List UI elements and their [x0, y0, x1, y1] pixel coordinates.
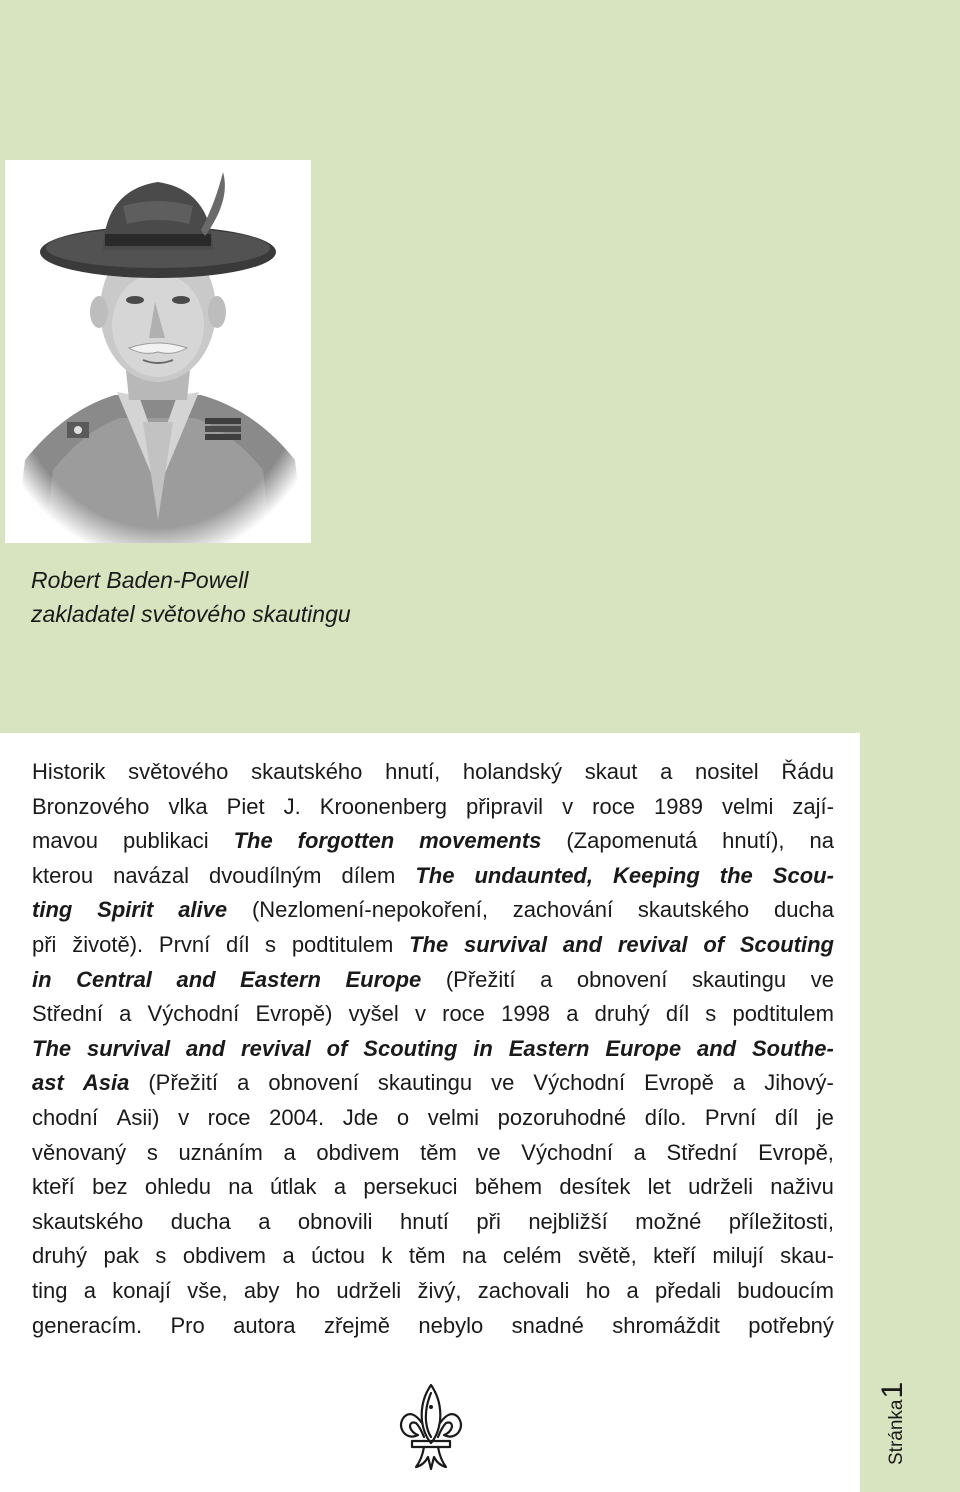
title-word: forgotten: [297, 828, 395, 854]
text-panel: [0, 733, 860, 1492]
title-word: of: [326, 1035, 348, 1061]
text-word: na: [461, 1243, 487, 1269]
title-word: and: [186, 1035, 226, 1061]
text-word: díl: [665, 1001, 690, 1027]
text-word: zají-: [792, 793, 834, 819]
text-word: publikaci: [123, 828, 209, 854]
text-word: navázal: [113, 862, 189, 888]
text-word: živý,: [417, 1277, 462, 1303]
text-word: v: [562, 793, 574, 819]
text-word: a: [540, 966, 553, 992]
text-word: a: [333, 1174, 347, 1200]
text-word: o: [396, 1104, 410, 1130]
title-word: Scouting: [739, 931, 834, 957]
text-word: hnutí,: [385, 759, 441, 784]
title-word: The: [32, 1035, 72, 1061]
title-word: Europe: [345, 966, 422, 992]
caption-name: Robert Baden-Powell: [31, 567, 249, 593]
text-line: [32, 1170, 834, 1205]
text-word: udrželi: [336, 1277, 402, 1303]
text-word: ve: [491, 1070, 515, 1096]
text-word: a: [83, 1277, 96, 1303]
text-word: obdivem: [316, 1139, 400, 1165]
title-word: revival: [617, 931, 688, 957]
text-word: Evropě,: [758, 1139, 834, 1165]
text-word: 2004.: [269, 1104, 325, 1130]
text-word: těm: [420, 1139, 457, 1165]
title-word: undaunted,: [474, 862, 593, 888]
text-word: Východní: [533, 1070, 626, 1096]
text-line: [32, 790, 834, 825]
text-word: celém: [502, 1243, 562, 1269]
text-word: vše,: [187, 1277, 228, 1303]
text-word: druhý: [32, 1243, 88, 1269]
text-word: budoucím: [737, 1277, 834, 1303]
title-word: in: [473, 1035, 493, 1061]
text-word: a: [119, 1001, 132, 1027]
text-word: roce: [207, 1104, 251, 1130]
text-word: roce: [442, 1001, 485, 1027]
title-word: in: [32, 966, 52, 992]
title-word: alive: [178, 897, 228, 923]
title-word: Southe-: [751, 1035, 834, 1061]
text-word: s: [705, 1001, 717, 1027]
title-word: Spirit: [97, 897, 154, 923]
text-word: autora: [233, 1312, 296, 1338]
text-line: [32, 1205, 834, 1240]
text-word: skautského: [637, 897, 750, 923]
text-word: Evropě: [644, 1070, 714, 1096]
text-word: předali: [654, 1277, 722, 1303]
text-word: obdivem: [182, 1243, 266, 1269]
text-line: [32, 928, 834, 963]
text-word: roce: [592, 793, 635, 819]
text-word: Evropě): [255, 1001, 333, 1027]
text-line: [32, 824, 834, 859]
text-line: [32, 1274, 834, 1309]
title-word: movements: [419, 828, 542, 854]
text-word: kteří: [32, 1174, 75, 1200]
title-word: Scou-: [772, 862, 834, 888]
photo-caption: [31, 563, 351, 631]
text-word: obnovení: [576, 966, 668, 992]
text-word: Řádu: [781, 759, 834, 784]
text-word: při: [32, 931, 57, 957]
text-word: připravil: [466, 793, 544, 819]
title-word: Eastern: [240, 966, 321, 992]
text-line: [32, 1101, 834, 1136]
text-word: 1989: [654, 793, 703, 819]
text-line: [32, 755, 834, 790]
text-word: potřebný: [748, 1312, 834, 1338]
portrait-image: [5, 160, 311, 543]
text-word: velmi: [722, 793, 774, 819]
text-word: kteří: [653, 1243, 696, 1269]
text-word: během: [474, 1174, 543, 1200]
text-word: ohledu: [144, 1174, 211, 1200]
text-word: Střední: [666, 1139, 738, 1165]
title-word: Scouting: [363, 1035, 458, 1061]
text-word: zachovali: [477, 1277, 570, 1303]
page-number: [876, 1365, 916, 1465]
text-word: s: [265, 931, 277, 957]
text-word: skautingu: [691, 966, 787, 992]
fleur-de-lis-icon: [398, 1381, 464, 1473]
title-word: of: [703, 931, 725, 957]
text-word: ho: [295, 1277, 321, 1303]
text-word: Střední: [32, 1001, 103, 1027]
text-word: světového: [128, 759, 229, 784]
text-word: příležitosti,: [728, 1208, 834, 1234]
text-line: [32, 1066, 834, 1101]
text-word: podtitulem: [732, 1001, 834, 1027]
text-word: vlka: [168, 793, 208, 819]
text-word: ve: [810, 966, 834, 992]
text-word: skautského: [32, 1208, 144, 1234]
text-word: Historik: [32, 759, 106, 784]
text-word: zachování: [512, 897, 614, 923]
text-word: dílem: [341, 862, 396, 888]
text-word: uznáním: [178, 1139, 263, 1165]
text-word: a: [282, 1243, 295, 1269]
text-word: dílo.: [644, 1104, 687, 1130]
title-word: Central: [76, 966, 152, 992]
text-word: generacím.: [32, 1312, 143, 1338]
text-word: (Přežití: [148, 1070, 219, 1096]
text-word: ve: [477, 1139, 501, 1165]
text-word: persekuci: [363, 1174, 458, 1200]
text-word: útlak: [270, 1174, 317, 1200]
text-line: [32, 893, 834, 928]
text-line: [32, 1309, 834, 1344]
text-word: 1998: [501, 1001, 551, 1027]
text-word: Asii): [116, 1104, 160, 1130]
text-word: těm: [408, 1243, 446, 1269]
text-word: konají: [112, 1277, 171, 1303]
text-word: shromáždit: [612, 1312, 720, 1338]
text-word: aby: [243, 1277, 280, 1303]
text-word: s: [146, 1139, 158, 1165]
text-word: a: [633, 1139, 646, 1165]
title-word: Keeping: [612, 862, 700, 888]
title-word: and: [176, 966, 216, 992]
text-word: milují: [712, 1243, 764, 1269]
text-word: nebylo: [418, 1312, 484, 1338]
title-word: ting: [32, 897, 73, 923]
text-word: Jihový-: [764, 1070, 834, 1096]
text-word: Jde: [342, 1104, 379, 1130]
text-word: snadné: [511, 1312, 584, 1338]
text-line: [32, 1239, 834, 1274]
text-word: Východní: [521, 1139, 614, 1165]
text-word: skau-: [780, 1243, 834, 1269]
text-word: mavou: [32, 828, 99, 854]
title-word: The: [233, 828, 273, 854]
text-word: a: [660, 759, 673, 784]
text-word: druhý: [594, 1001, 650, 1027]
text-word: a: [626, 1277, 639, 1303]
text-word: velmi: [427, 1104, 480, 1130]
text-word: hnutí: [399, 1208, 449, 1234]
text-line: [32, 997, 834, 1032]
page-number-value: 1: [876, 1381, 909, 1399]
title-word: the: [719, 862, 753, 888]
text-word: světě,: [578, 1243, 637, 1269]
text-line: [32, 963, 834, 998]
title-word: survival: [87, 1035, 171, 1061]
text-word: hnutí),: [722, 828, 785, 854]
title-word: revival: [241, 1035, 311, 1061]
text-word: v: [178, 1104, 190, 1130]
text-word: Bronzového: [32, 793, 150, 819]
text-word: ho: [585, 1277, 611, 1303]
text-word: a: [566, 1001, 579, 1027]
text-word: naživu: [770, 1174, 834, 1200]
text-word: nositel: [695, 759, 759, 784]
text-word: ducha: [170, 1208, 231, 1234]
title-word: The: [415, 862, 455, 888]
text-word: skautingu: [377, 1070, 473, 1096]
text-word: pozoruhodné: [497, 1104, 627, 1130]
text-word: v: [414, 1001, 426, 1027]
text-word: První: [704, 1104, 757, 1130]
text-word: na: [228, 1174, 253, 1200]
text-word: chodní: [32, 1104, 99, 1130]
text-word: s: [155, 1243, 167, 1269]
title-word: and: [696, 1035, 737, 1061]
title-word: Asia: [82, 1070, 130, 1096]
text-word: a: [258, 1208, 271, 1234]
text-word: při: [476, 1208, 501, 1234]
text-line: [32, 1032, 834, 1067]
text-word: životě).: [72, 931, 144, 957]
text-word: a: [283, 1139, 296, 1165]
caption-role: zakladatel světového skautingu: [31, 601, 351, 627]
text-word: na: [809, 828, 834, 854]
text-word: skautského: [251, 759, 363, 784]
text-word: podtitulem: [291, 931, 394, 957]
text-word: možné: [635, 1208, 702, 1234]
text-word: let: [647, 1174, 671, 1200]
title-word: Eastern: [508, 1035, 590, 1061]
text-word: obnovení: [268, 1070, 359, 1096]
text-word: První: [158, 931, 211, 957]
title-word: Europe: [605, 1035, 682, 1061]
title-word: The: [409, 931, 449, 957]
text-word: (Přežití: [445, 966, 516, 992]
text-word: holandský: [462, 759, 562, 784]
text-line: [32, 859, 834, 894]
text-word: nejbližší: [528, 1208, 608, 1234]
text-word: Pro: [170, 1312, 205, 1338]
text-word: dvoudílným: [209, 862, 322, 888]
title-word: survival: [463, 931, 548, 957]
text-word: díl: [774, 1104, 799, 1130]
text-word: desítek: [559, 1174, 631, 1200]
text-word: k: [381, 1243, 393, 1269]
text-word: (Zapomenutá: [566, 828, 698, 854]
text-word: (Nezlomení-nepokoření,: [251, 897, 488, 923]
text-word: kterou: [32, 862, 94, 888]
text-word: Východní: [147, 1001, 240, 1027]
body-paragraph: [32, 755, 834, 1343]
text-word: obnovili: [297, 1208, 373, 1234]
text-line: [32, 1136, 834, 1171]
title-word: and: [562, 931, 603, 957]
text-word: a: [732, 1070, 746, 1096]
text-word: skaut: [584, 759, 638, 784]
text-word: J.: [283, 793, 301, 819]
text-word: Kroonenberg: [319, 793, 447, 819]
page-label: Stránka: [886, 1399, 907, 1465]
text-word: pak: [103, 1243, 139, 1269]
text-word: udrželi: [688, 1174, 753, 1200]
text-word: a: [237, 1070, 250, 1096]
text-word: bez: [92, 1174, 128, 1200]
title-word: ast: [32, 1070, 64, 1096]
text-word: vyšel: [348, 1001, 399, 1027]
text-word: ting: [32, 1277, 68, 1303]
text-word: je: [816, 1104, 834, 1130]
text-word: zřejmě: [323, 1312, 390, 1338]
text-word: ducha: [773, 897, 834, 923]
text-word: úctou: [311, 1243, 365, 1269]
text-word: díl: [226, 931, 250, 957]
portrait-photo: [5, 160, 311, 543]
text-word: Piet: [226, 793, 265, 819]
text-word: věnovaný: [32, 1139, 127, 1165]
